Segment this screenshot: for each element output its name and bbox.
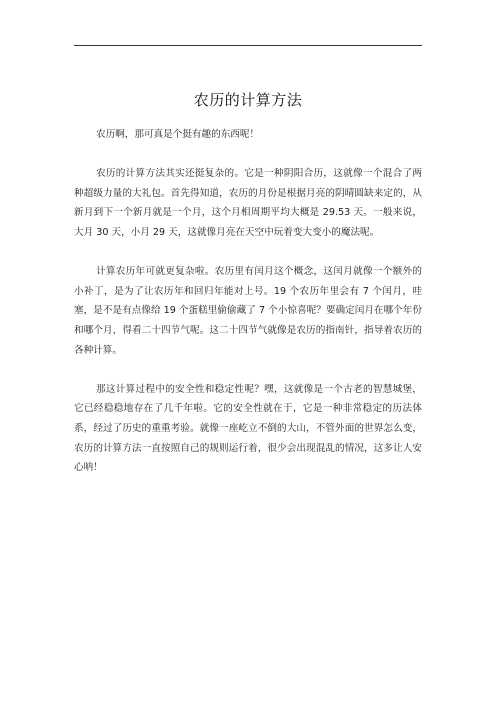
- paragraph-stability: 那这计算过程中的安全性和稳定性呢？嘿，这就像是一个古老的智慧城堡，它已经稳稳地存在了几千年啦。它的安全性就在于，它是一种非常稳定的历法体系，经过了历史的重重考验。就像一座屹立不倒的大山，不管外面的世界怎么变，农历的计算方法一直按照自己的规则运行着，很少会出现混乱的情况，这多让人安心呐！: [74, 383, 422, 474]
- paragraph-lunar-month: 农历的计算方法其实还挺复杂的。它是一种阴阳合历，这就像一个混合了两种超级力量的大礼包。首先得知道，农历的月份是根据月亮的阴晴圆缺来定的，从新月到下一个新月就是一个月，这个月相周期平均大概是 29.53 天。一般来说，大月 30 天，小月 29 天，这就像月亮在天空中玩着变大变小的魔法呢。: [74, 168, 422, 238]
- header-rule: [74, 45, 422, 46]
- document-body: [74, 125, 422, 478]
- paragraph-intro: 农历啊，那可真是个挺有趣的东西呢！: [96, 129, 260, 140]
- page-title: 农历的计算方法: [193, 91, 303, 109]
- paragraph-leap-month: 计算农历年可就更复杂啦。农历里有闰月这个概念，这闰月就像一个额外的小补丁，是为了让农历年和回归年能对上号。19 个农历年里会有 7 个闰月，哇塞，是不是有点像给 19 个蛋糕里偷偷藏了 7 个小惊喜呢？要确定闰月在哪个年份和哪个月，得看二十四节气呢。这二十四节气就像是农历的指南针，指导着农历的各种计算。: [74, 266, 422, 356]
